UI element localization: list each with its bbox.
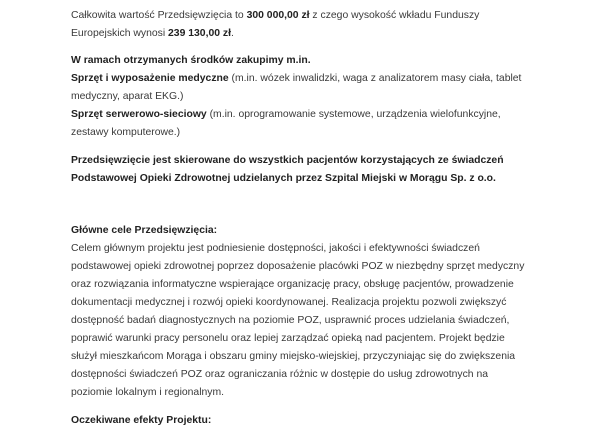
medical-equipment-text: (m.in. wózek inwalidzki, waga z analizatorem masy ciała, tablet medyczny, aparat EKG.) <box>71 73 522 102</box>
total-value: 300 000,00 zł <box>246 10 310 21</box>
medical-equipment-item <box>71 70 526 106</box>
goals-heading: Główne cele Przedsięwzięcia: <box>71 225 218 236</box>
effects-heading: Oczekiwane efekty Projektu: <box>71 415 212 426</box>
intro-text-3: . <box>231 28 234 39</box>
intro-text-1: Całkowita wartość Przedsięwzięcia to <box>71 10 247 21</box>
server-equipment-label: Sprzęt serwerowo-sieciowy <box>71 109 207 120</box>
target-group-paragraph: Przedsięwzięcie jest skierowane do wszystkich pacjentów korzystających ze świadczeń Podstawowej Opieki Zdrowotnej udzielanych przez Szpital Miejski w Morągu Sp. z o.o. <box>71 155 504 184</box>
server-equipment-item <box>71 106 526 142</box>
intro-text-2: z czego wysokość wkładu Funduszy Europejskich wynosi <box>71 10 480 39</box>
server-equipment-text: (m.in. oprogramowanie systemowe, urządzenia wielofunkcyjne, zestawy komputerowe.) <box>71 109 501 138</box>
medical-equipment-label: Sprzęt i wyposażenie medyczne <box>71 73 229 84</box>
intro-paragraph <box>71 7 526 43</box>
goals-body: Celem głównym projektu jest podniesienie dostępności, jakości i efektywności świadczeń podstawowej opieki zdrowotnej poprzez doposażenie placówki POZ w niezbędny sprzęt medyczny oraz rozwiązania informatyczne wspierające organizację pracy, obsługę pacjentów, prowadzenie dokumentacji medycznej i rozwój opieki koordynowanej. Realizacja projektu pozwoli zwiększyć dostępność badań diagnostycznych na poziomie POZ, usprawnić proces udzielania świadczeń, poprawić warunki pracy personelu oraz lepiej zarządzać opieką nad pacjentem. Projekt będzie służył mieszkańcom Morąga i obszaru gminy miejsko-wiejskiej, przyczyniając się do zwiększenia dostępności świadczeń POZ oraz ograniczania różnic w dostępie do usług zdrowotnych na poziomie lokalnym i regionalnym. <box>71 243 525 398</box>
eu-funds-value: 239 130,00 zł <box>168 28 232 39</box>
purchases-heading: W ramach otrzymanych środków zakupimy m.in. <box>71 55 311 66</box>
